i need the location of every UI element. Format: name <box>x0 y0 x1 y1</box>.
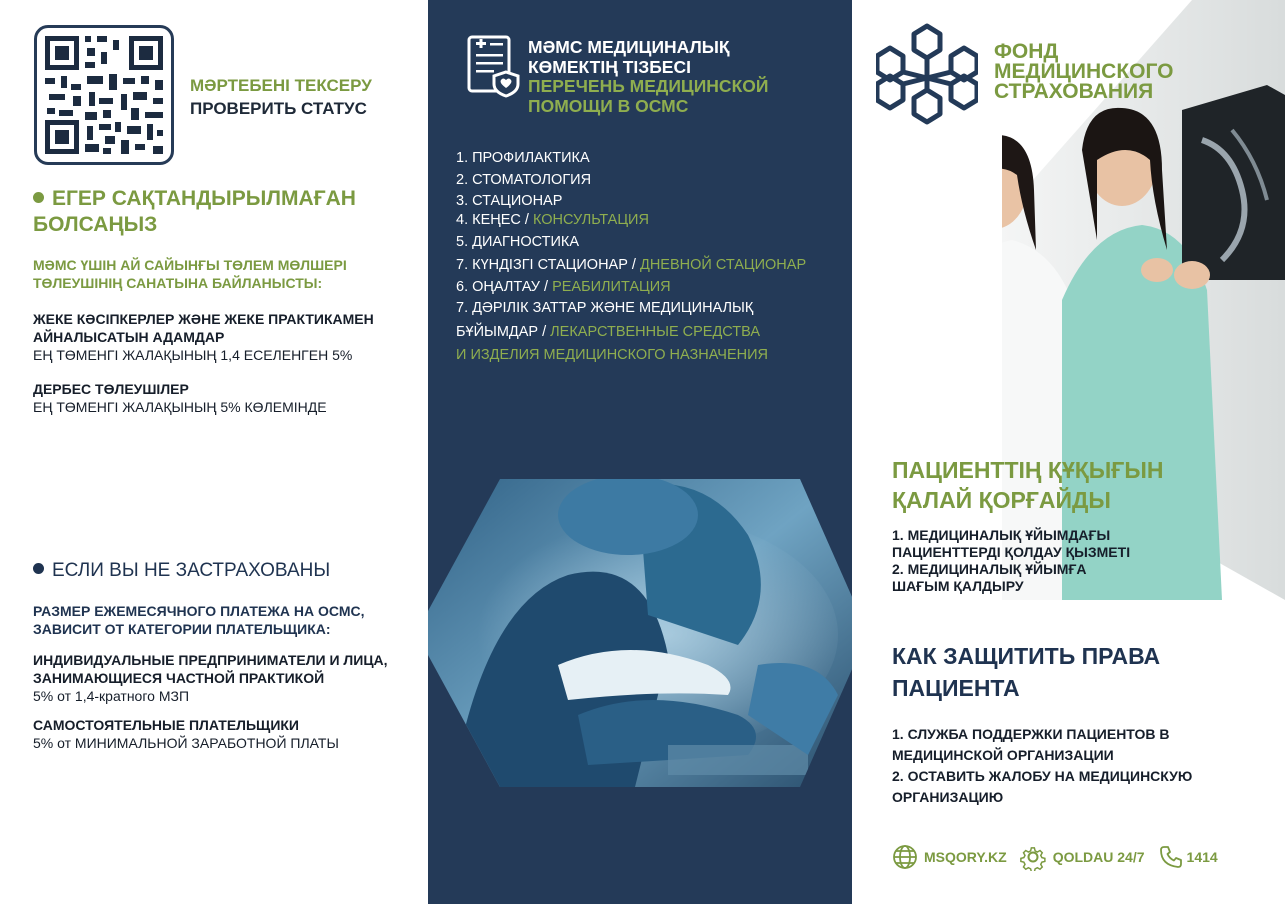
brand-line-1: ФОНД <box>994 40 1059 63</box>
list-item: 2. МЕДИЦИНАЛЫҚ ҰЙЫМҒА <box>892 561 1087 577</box>
kz-item-2-text: ЕҢ ТӨМЕНГІ ЖАЛАҚЫНЫҢ 5% КӨЛЕМІНДЕ <box>33 399 327 415</box>
check-status-label[interactable] <box>190 74 372 120</box>
list-item: 1. МЕДИЦИНАЛЫҚ ҰЙЫМДАҒЫ <box>892 527 1111 543</box>
kz-item-2 <box>33 380 403 416</box>
list-item: 2. СТОМАТОЛОГИЯ <box>456 171 592 188</box>
phone-link[interactable] <box>1159 845 1218 869</box>
list-item: 7. ДӘРІЛІК ЗАТТАР ЖӘНЕ МЕДИЦИНАЛЫҚ <box>456 300 754 316</box>
kz-not-insured-heading <box>33 186 403 238</box>
kz-heading-text: ЕГЕР САҚТАНДЫРЫЛМАҒАН БОЛСАҢЫЗ <box>33 187 356 236</box>
list-item: ОРГАНИЗАЦИЮ <box>892 789 1004 805</box>
title-ru-line-2: ПОМОЩИ В ОСМС <box>528 95 689 116</box>
list-item: 4. КЕҢЕС / КОНСУЛЬТАЦИЯ <box>456 212 649 228</box>
status-kz: МӘРТЕБЕНІ ТЕКСЕРУ <box>190 76 372 95</box>
surgery-photo <box>428 455 852 830</box>
ru-rights-heading <box>892 640 1160 704</box>
list-item: 6. ОҢАЛТАУ / РЕАБИЛИТАЦИЯ <box>456 278 671 295</box>
list-item: 3. СТАЦИОНАР <box>456 193 563 209</box>
phone-text: 1414 <box>1186 849 1218 865</box>
middle-title <box>528 38 768 116</box>
document-shield-icon <box>466 34 522 103</box>
list-item: БҰЙЫМДАР / ЛЕКАРСТВЕННЫЕ СРЕДСТВА <box>456 323 760 340</box>
title-kz-line-2: КӨМЕКТІҢ ТІЗБЕСІ <box>528 56 691 77</box>
globe-icon <box>892 844 918 870</box>
ru-item-1 <box>33 651 413 705</box>
middle-panel <box>428 0 852 904</box>
support-text: QOLDAU 24/7 <box>1052 849 1145 865</box>
list-item: 1. ПРОФИЛАКТИКА <box>456 150 590 166</box>
list-item: МЕДИЦИНСКОЙ ОРГАНИЗАЦИИ <box>892 747 1114 763</box>
list-item: 7. КҮНДІЗГІ СТАЦИОНАР / ДНЕВНОЙ СТАЦИОНАР <box>456 257 807 273</box>
ru-not-insured-heading <box>33 560 330 582</box>
status-ru: ПРОВЕРИТЬ СТАТУС <box>190 99 367 118</box>
kz-item-2-title: ДЕРБЕС ТӨЛЕУШІЛЕР <box>33 381 189 397</box>
kz-item-1-text: ЕҢ ТӨМЕНГІ ЖАЛАҚЫНЫҢ 1,4 ЕСЕЛЕНГЕН 5% <box>33 347 353 363</box>
kz-item-1 <box>33 310 403 364</box>
ru-item-2-title: САМОСТОЯТЕЛЬНЫЕ ПЛАТЕЛЬЩИКИ <box>33 717 299 733</box>
brand-line-2: МЕДИЦИНСКОГО <box>994 60 1174 83</box>
list-item: 2. ОСТАВИТЬ ЖАЛОБУ НА МЕДИЦИНСКУЮ <box>892 768 1193 784</box>
left-panel <box>0 0 428 904</box>
list-item: И ИЗДЕЛИЯ МЕДИЦИНСКОГО НАЗНАЧЕНИЯ <box>456 347 768 363</box>
brand-line-3: СТРАХОВАНИЯ <box>994 80 1154 103</box>
kz-rights-heading <box>892 455 1163 515</box>
gear-icon <box>1019 843 1047 871</box>
bullet-dot-icon <box>33 563 44 574</box>
website-text: MSQORY.KZ <box>924 849 1007 865</box>
ru-rights-list <box>892 724 1192 808</box>
ru-item-1-title: ИНДИВИДУАЛЬНЫЕ ПРЕДПРИНИМАТЕЛИ И ЛИЦА, ЗАНИМАЮЩИЕСЯ ЧАСТНОЙ ПРАКТИКОЙ <box>33 652 388 686</box>
brand-logo[interactable] <box>876 20 978 133</box>
kz-rights-heading-line-2: ҚАЛАЙ ҚОРҒАЙДЫ <box>892 487 1111 513</box>
title-kz-line-1: МӘМС МЕДИЦИНАЛЫҚ <box>528 37 730 57</box>
right-panel <box>852 0 1285 904</box>
services-list <box>456 148 806 367</box>
list-item: ПАЦИЕНТТЕРДІ ҚОЛДАУ ҚЫЗМЕТІ <box>892 544 1131 560</box>
ru-rights-heading-line-2: ПАЦИЕНТА <box>892 675 1020 701</box>
list-item: 1. СЛУЖБА ПОДДЕРЖКИ ПАЦИЕНТОВ В <box>892 726 1170 742</box>
list-item: 5. ДИАГНОСТИКА <box>456 233 580 250</box>
qr-code[interactable] <box>34 25 174 165</box>
phone-icon <box>1159 845 1183 869</box>
contacts-footer <box>892 843 1218 871</box>
qr-code-graphic <box>37 28 171 162</box>
title-ru-line-1: ПЕРЕЧЕНЬ МЕДИЦИНСКОЙ <box>528 76 769 96</box>
support-link[interactable] <box>1019 843 1145 871</box>
list-item: ШАҒЫМ ҚАЛДЫРУ <box>892 578 1024 594</box>
ru-payment-subheading: РАЗМЕР ЕЖЕМЕСЯЧНОГО ПЛАТЕЖА НА ОСМС, ЗАВИСИТ ОТ КАТЕГОРИИ ПЛАТЕЛЬЩИКА: <box>33 603 365 637</box>
kz-payment-subheading: МӘМС ҮШІН АЙ САЙЫНҒЫ ТӨЛЕМ МӨЛШЕРІ ТӨЛЕУШІНІҢ САНАТЫНА БАЙЛАНЫСТЫ: <box>33 257 347 291</box>
kz-rights-heading-line-1: ПАЦИЕНТТІҢ ҚҰҚЫҒЫН <box>892 457 1164 483</box>
website-link[interactable] <box>892 844 1007 870</box>
ru-rights-heading-line-1: КАК ЗАЩИТИТЬ ПРАВА <box>892 643 1161 669</box>
ru-item-1-text: 5% от 1,4-кратного МЗП <box>33 688 190 704</box>
kz-rights-list <box>892 527 1130 595</box>
ru-item-2 <box>33 716 413 752</box>
kz-item-1-title: ЖЕКЕ КӘСІПКЕРЛЕР ЖӘНЕ ЖЕКЕ ПРАКТИКАМЕН АЙНАЛЫСАТЫН АДАМДАР <box>33 311 374 345</box>
ru-item-2-text: 5% от МИНИМАЛЬНОЙ ЗАРАБОТНОЙ ПЛАТЫ <box>33 735 339 751</box>
brand-name <box>994 42 1173 102</box>
ru-heading-text: ЕСЛИ ВЫ НЕ ЗАСТРАХОВАНЫ <box>52 560 331 581</box>
bullet-dot-icon <box>33 192 44 203</box>
